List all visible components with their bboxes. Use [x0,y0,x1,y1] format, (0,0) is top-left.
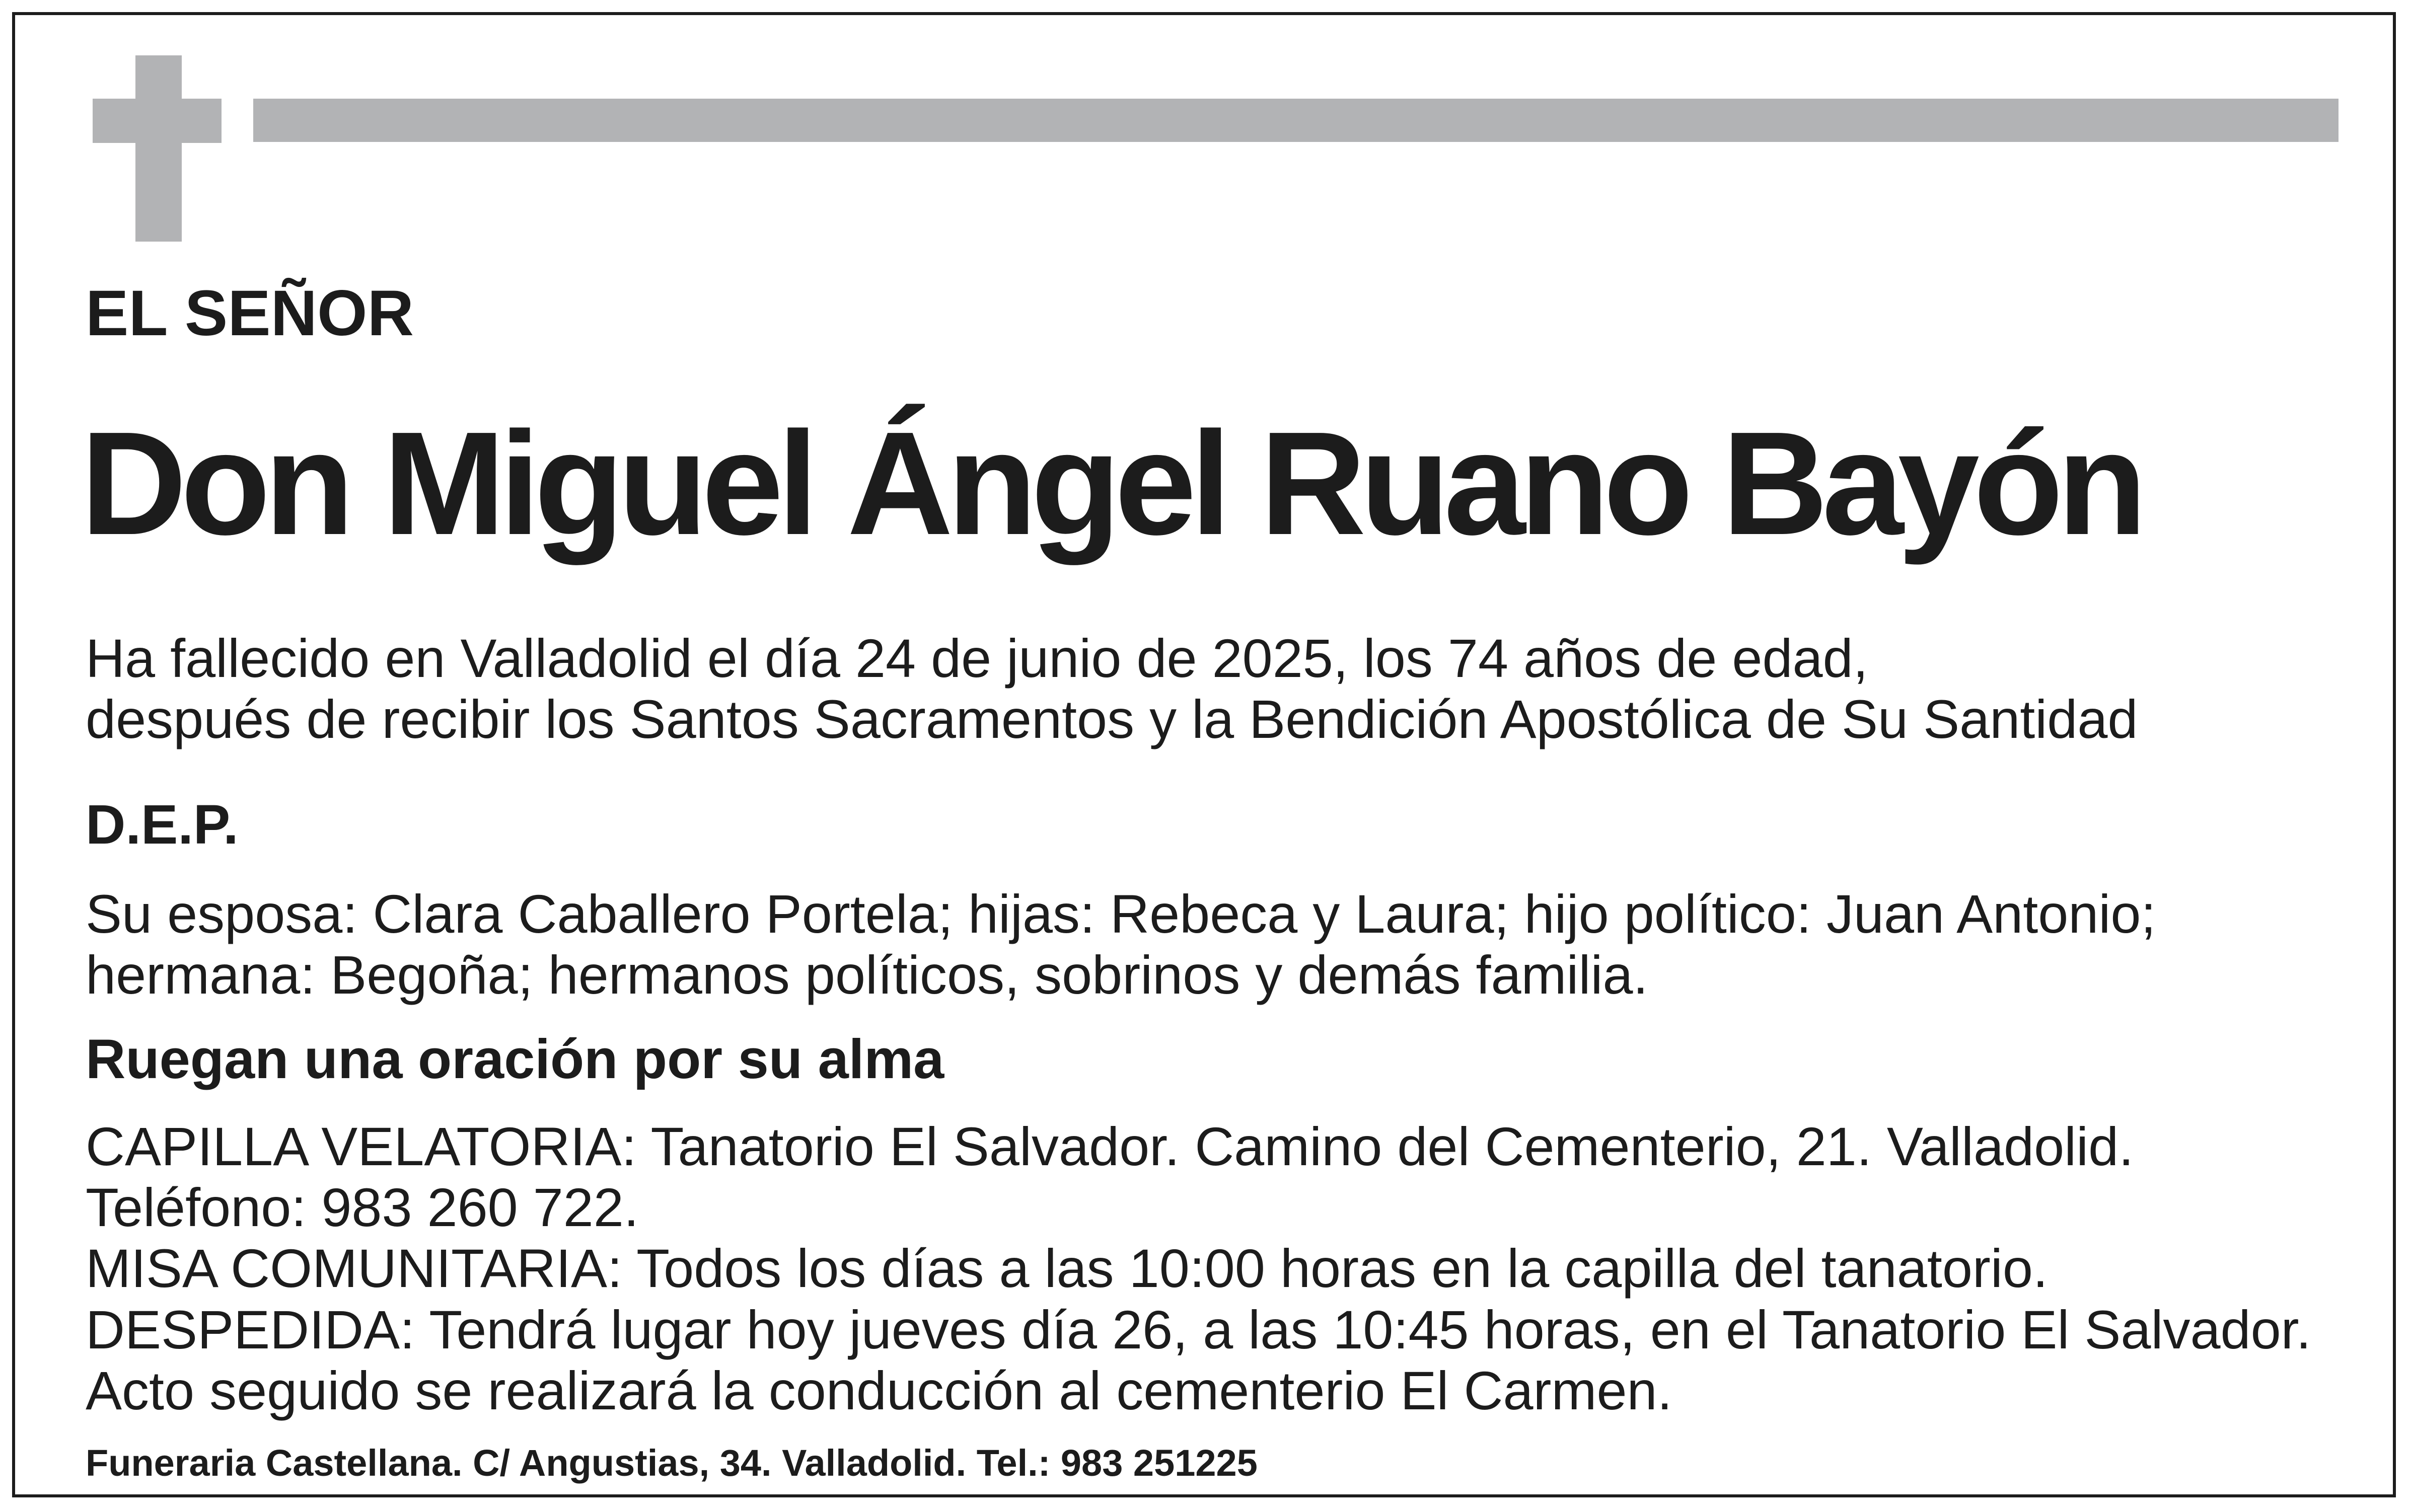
details-line-farewell: DESPEDIDA: Tendrá lugar hoy jueves día 26, a las 10:45 horas, en el Tanatorio El Salvador. [86,1299,2311,1360]
details-line-phone: Teléfono: 983 260 722. [86,1177,639,1238]
family-line-1: Su esposa: Clara Caballero Portela; hijas: Rebeca y Laura; hijo político: Juan Antonio; [86,883,2156,944]
death-announcement-line-1: Ha fallecido en Valladolid el día 24 de junio de 2025, los 74 años de edad, [86,628,1868,689]
death-announcement-line-2: después de recibir los Santos Sacramentos y la Bendición Apostólica de Su Santidad [86,689,2138,749]
cross-horizontal-arm [93,99,222,143]
details-line-burial: Acto seguido se realizará la conducción al cementerio El Carmen. [86,1360,1672,1421]
deceased-name: Don Miguel Ángel Ruano Bayón [81,401,2141,565]
details-line-mass: MISA COMUNITARIA: Todos los días a las 10:00 horas en la capilla del tanatorio. [86,1238,2048,1299]
prayer-request: Ruegan una oración por su alma [86,1028,944,1090]
honorific-prefix: EL SEÑOR [86,277,414,349]
header-rule [253,99,2339,142]
cross-vertical-arm [135,55,182,242]
details-line-chapel: CAPILLA VELATORIA: Tanatorio El Salvador. Camino del Cementerio, 21. Valladolid. [86,1116,2134,1177]
family-line-2: hermana: Begoña; hermanos políticos, sobrinos y demás familia. [86,944,1648,1005]
funeral-home-footer: Funeraria Castellana. C/ Angustias, 34. Valladolid. Tel.: 983 251225 [86,1442,1258,1484]
rest-in-peace: D.E.P. [86,794,239,856]
